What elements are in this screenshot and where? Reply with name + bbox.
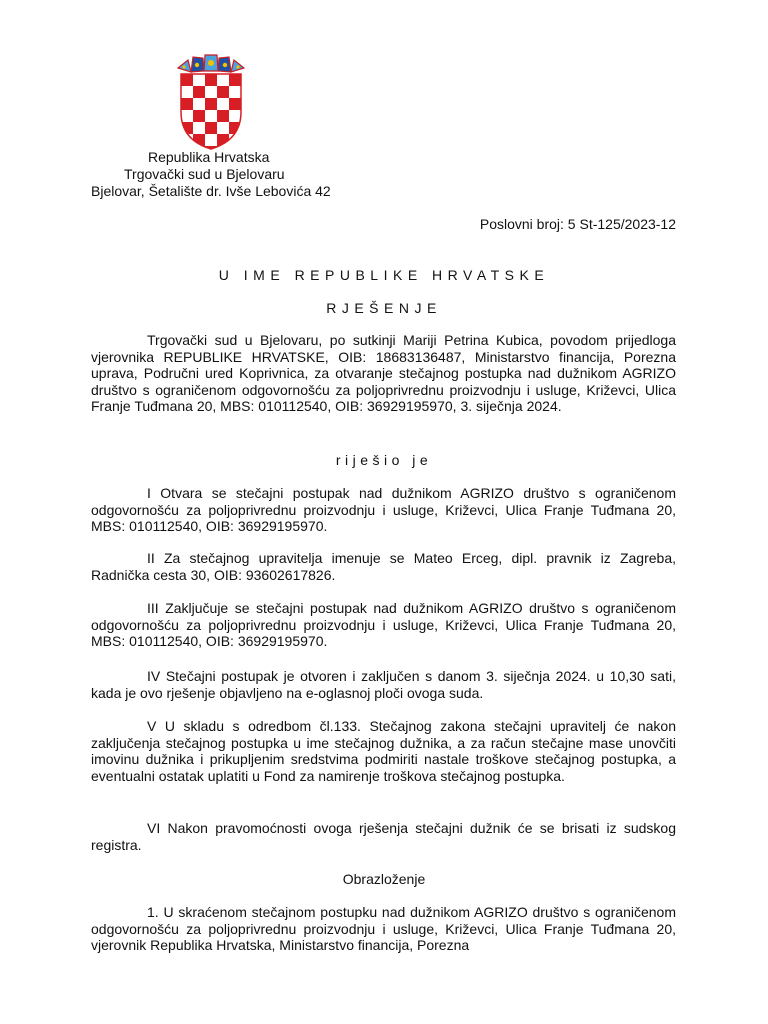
checkerboard-shield: [181, 74, 241, 150]
resolved-heading: riješio je: [335, 452, 433, 468]
ruling-item-2: II Za stečajnog upravitelja imenuje se Mateo Erceg, dipl. pravnik iz Zagreba, Radnička cesta 30, OIB: 93602617826.: [91, 550, 676, 583]
ruling-item-4: IV Stečajni postupak je otvoren i zaključen s danom 3. siječnja 2024. u 10,30 sati, kada je ovo rješenje objavljeno na e-oglasnoj ploči ovoga suda.: [91, 668, 676, 701]
header-court: Trgovački sud u Bjelovaru: [124, 166, 285, 182]
decision-title: RJEŠENJE: [326, 300, 442, 316]
case-number: Poslovni broj: 5 St-125/2023-12: [479, 216, 676, 232]
header-address: Bjelovar, Šetalište dr. Ivše Lebovića 42: [91, 183, 331, 199]
header-country: Republika Hrvatska: [148, 149, 270, 165]
reasoning-heading: Obrazloženje: [342, 871, 426, 887]
ruling-item-1: I Otvara se stečajni postupak nad dužnikom AGRIZO društvo s ograničenom odgovornošću za poljoprivrednu proizvodnju i usluge, Križevci, Ulica Franje Tuđmana 20, MBS: 010112540, OIB: 36929195970.: [91, 485, 676, 534]
reasoning-paragraph-1: 1. U skraćenom stečajnom postupku nad dužnikom AGRIZO društvo s ograničenom odgovornošću za poljoprivrednu proizvodnju i usluge, Križevci, Ulica Franje Tuđmana 20, vjerovnik Republika Hrvatska, Ministarstvo financija, Porezna: [91, 904, 676, 953]
coat-of-arms-emblem: [175, 54, 247, 150]
ruling-item-3: III Zaključuje se stečajni postupak nad dužnikom AGRIZO društvo s ograničenom odgovornošću za poljoprivrednu proizvodnju i usluge, Križevci, Ulica Franje Tuđmana 20, MBS: 010112540, OIB: 36929195970.: [91, 600, 676, 649]
crown: [178, 55, 244, 72]
title-in-name-of-republic: U IME REPUBLIKE HRVATSKE: [218, 267, 550, 283]
intro-paragraph: Trgovački sud u Bjelovaru, po sutkinji Mariji Petrina Kubica, povodom prijedloga vjerovnika REPUBLIKE HRVATSKE, OIB: 18683136487, Ministarstvo financija, Porezna uprava, Područni ured Koprivnica, za otvaranje stečajnog postupka nad dužnikom AGRIZO društvo s ograničenom odgovornošću za poljoprivrednu proizvodnju i usluge, Križevci, Ulica Franje Tuđmana 20, MBS: 010112540, OIB: 36929195970, 3. siječnja 2024.: [91, 332, 676, 414]
ruling-item-5: V U skladu s odredbom čl.133. Stečajnog zakona stečajni upravitelj će nakon zaključenja stečajnog postupka u ime stečajnog dužnika, a za račun stečajne mase unovčiti imovinu dužnika i prikupljenim sredstvima podmiriti nastale troškove stečajnog postupka, a eventualni ostatak uplatiti u Fond za namirenje troškova stečajnog postupka.: [91, 718, 676, 784]
ruling-item-6: VI Nakon pravomoćnosti ovoga rješenja stečajni dužnik će se brisati iz sudskog registra.: [91, 820, 676, 853]
